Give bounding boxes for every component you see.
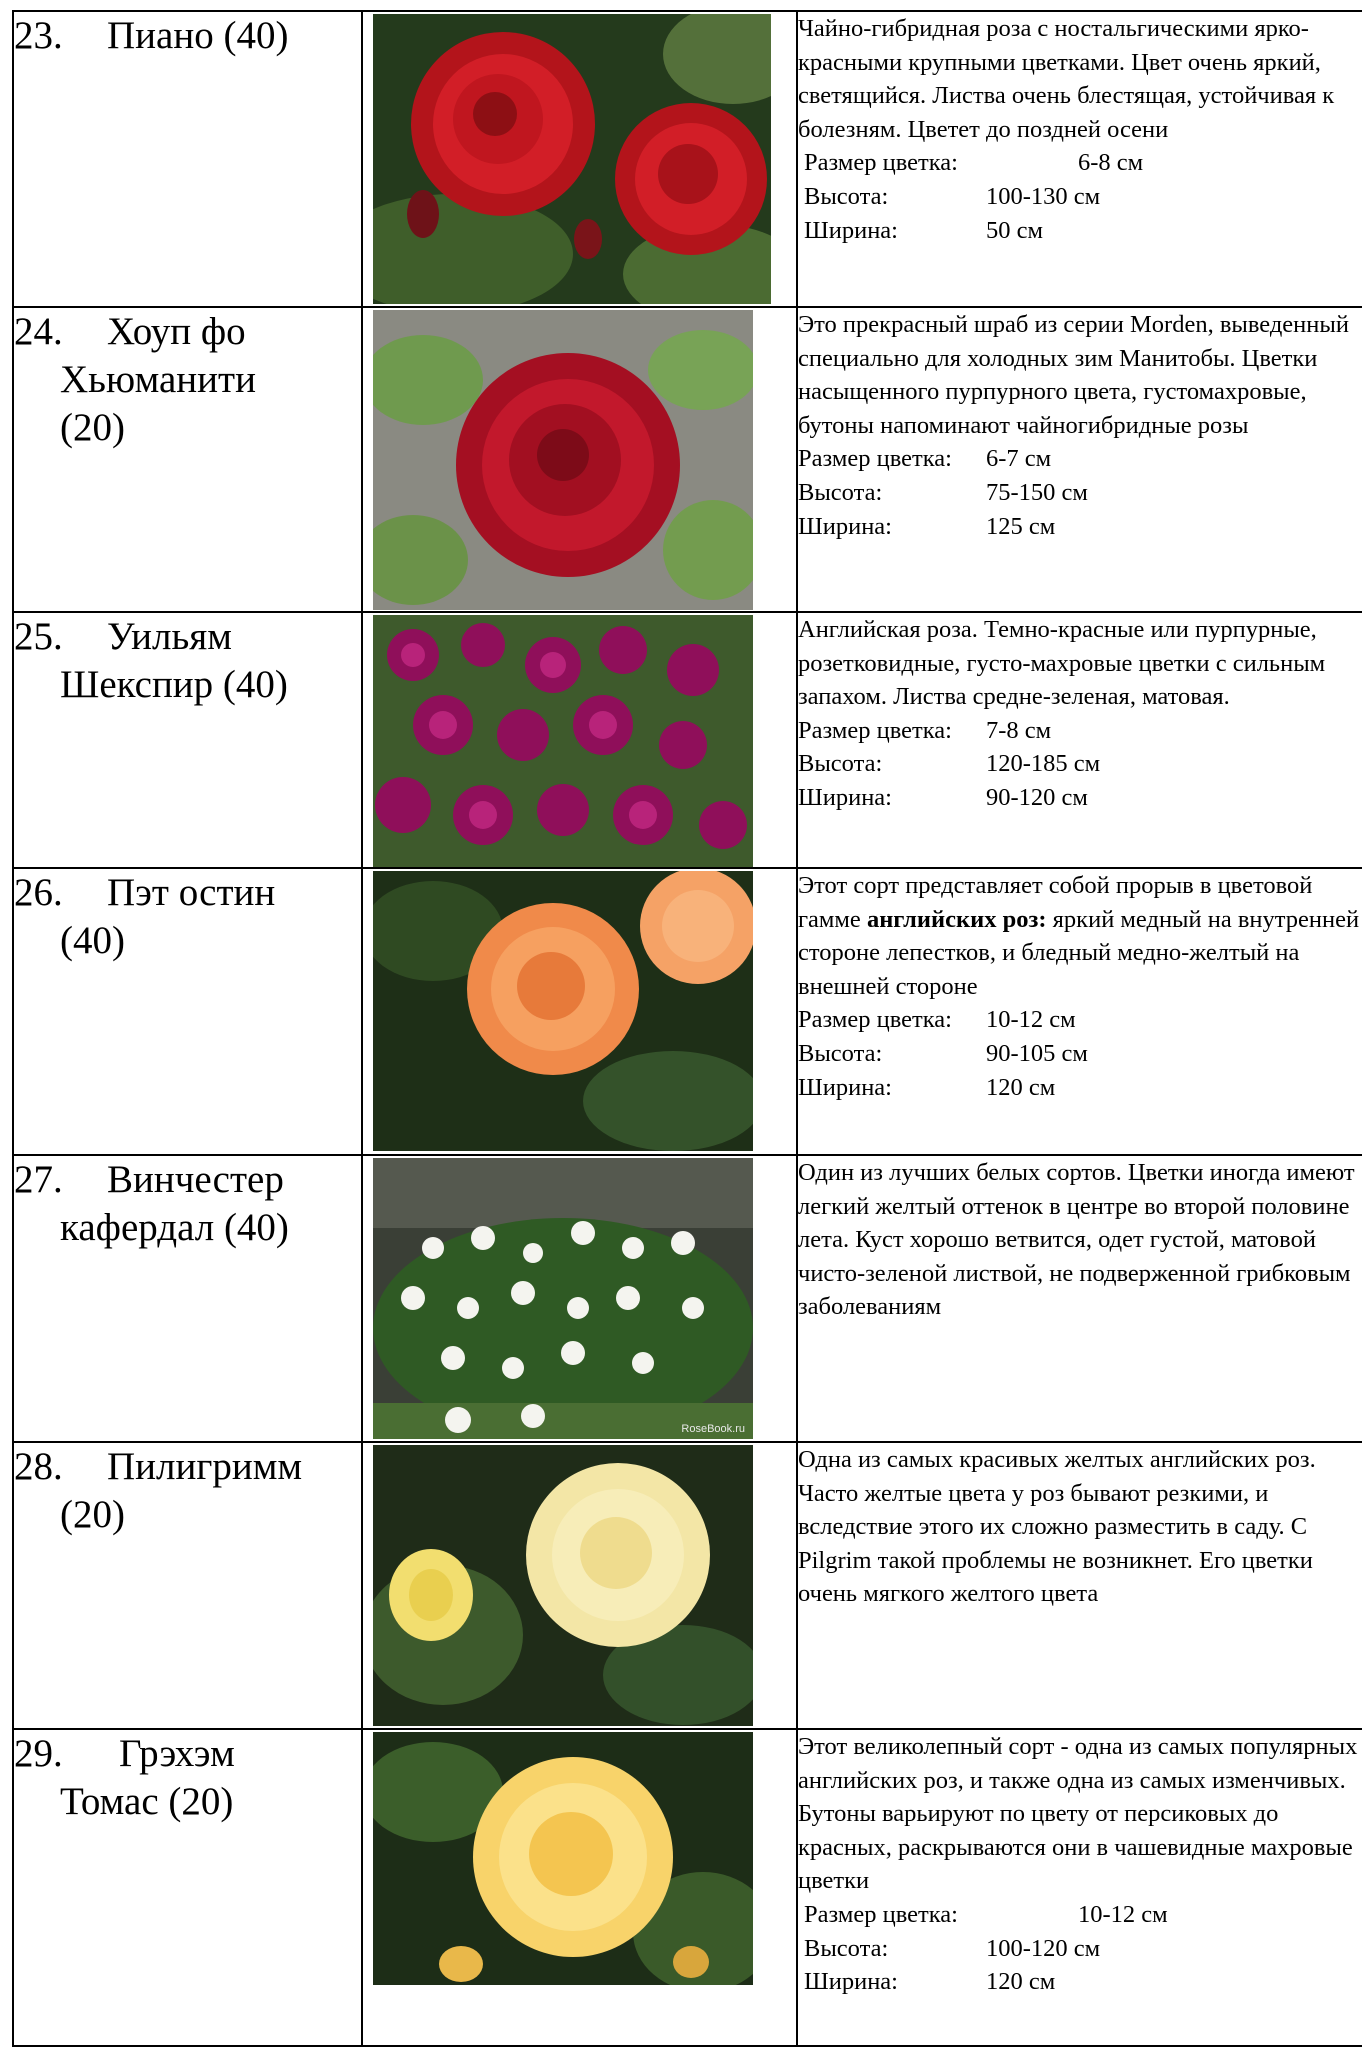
photo-cell	[362, 868, 797, 1155]
width-label: Ширина:	[798, 512, 892, 540]
variety-name-cell	[13, 868, 362, 1155]
bold-phrase: английских роз:	[866, 905, 1047, 933]
width-value: 90-120 см	[986, 783, 1088, 811]
table-row	[13, 1155, 1362, 1442]
flower-size-value: 7-8 см	[986, 716, 1052, 744]
variety-name-cell	[13, 1442, 362, 1729]
description-cell	[797, 868, 1362, 1155]
description-cell	[797, 1442, 1362, 1729]
table-row	[13, 1442, 1362, 1729]
description-cell	[797, 307, 1362, 612]
variety-number: 25.	[14, 615, 63, 658]
height-value: 100-130 см	[986, 182, 1101, 210]
variety-name: Грэхэм	[119, 1732, 235, 1775]
variety-number: 24.	[14, 310, 63, 353]
width-label: Ширина:	[798, 783, 892, 811]
crimson-rose-photo	[373, 310, 753, 610]
variety-name-continued: Хьюманити	[60, 358, 256, 401]
height-label: Высота:	[804, 182, 889, 210]
variety-name-continued: Шекспир (40)	[60, 663, 288, 706]
variety-description: Чайно-гибридная роза с ностальгическими ярко-красными крупными цветками. Цвет очень яркий, светящийся. Листва очень блестящая, устойчивая к болезням. Цветет до поздней осени	[798, 15, 1335, 143]
variety-name: Винчестер	[107, 1158, 284, 1201]
height-label: Высота:	[798, 1039, 883, 1067]
variety-description: Один из лучших белых сортов. Цветки иногда имеют легкий желтый оттенок в центре во второй половине лета. Куст хорошо ветвится, одет густой, матовой чисто-зеленой листвой, не подверженной грибковым заболеваниям	[798, 1159, 1355, 1321]
table-row	[13, 307, 1362, 612]
table-row	[13, 11, 1362, 307]
variety-name: Пэт остин	[107, 871, 276, 914]
width-value: 120 см	[986, 1968, 1056, 1996]
description-cell	[797, 1155, 1362, 1442]
variety-name-continued: (40)	[60, 919, 125, 962]
red-rose-photo	[373, 14, 771, 304]
variety-name: Уильям	[107, 615, 232, 658]
photo-cell	[362, 1442, 797, 1729]
variety-name-cell	[13, 612, 362, 868]
variety-specs	[798, 1898, 1362, 1999]
variety-name-continued: Томас (20)	[60, 1780, 234, 1823]
variety-name-cell	[13, 11, 362, 307]
table-row	[13, 612, 1362, 868]
flower-size-label: Размер цветка:	[798, 445, 952, 473]
variety-name-cell	[13, 1729, 362, 2046]
photo-cell	[362, 307, 797, 612]
variety-name-cell	[13, 1155, 362, 1442]
variety-specs	[798, 442, 1362, 543]
orange-rose-photo	[373, 871, 753, 1151]
variety-name: Пиано (40)	[107, 14, 289, 57]
flower-size-label: Размер цветка:	[798, 1006, 952, 1034]
flower-size-label: Размер цветка:	[804, 1900, 958, 1928]
photo-cell	[362, 1729, 797, 2046]
variety-number: 26.	[14, 871, 63, 914]
flower-size-value: 10-12 см	[1078, 1900, 1168, 1928]
photo-cell	[362, 612, 797, 868]
height-value: 100-120 см	[986, 1934, 1101, 1962]
variety-name-cell	[13, 307, 362, 612]
flower-size-value: 6-8 см	[1078, 149, 1144, 177]
variety-name: Пилигримм	[107, 1445, 303, 1488]
width-value: 50 см	[986, 216, 1044, 244]
purple-roses-bush-photo	[373, 615, 753, 867]
variety-number: 23.	[14, 14, 63, 57]
pale-yellow-rose-photo	[373, 1445, 753, 1726]
rose-catalog-table	[12, 10, 1362, 2047]
width-label: Ширина:	[804, 216, 898, 244]
table-row	[13, 868, 1362, 1155]
variety-name: Хоуп фо	[107, 310, 246, 353]
height-value: 75-150 см	[986, 478, 1088, 506]
description-cell	[797, 11, 1362, 307]
description-cell	[797, 612, 1362, 868]
variety-specs	[798, 146, 1362, 247]
variety-name-continued: (20)	[60, 406, 125, 449]
flower-size-label: Размер цветка:	[804, 149, 958, 177]
height-label: Высота:	[798, 750, 883, 778]
width-label: Ширина:	[804, 1968, 898, 1996]
rose-catalog-page	[12, 10, 1362, 2047]
variety-number: 28.	[14, 1445, 63, 1488]
flower-size-value: 6-7 см	[986, 445, 1052, 473]
variety-specs	[798, 714, 1362, 815]
height-label: Высота:	[798, 478, 883, 506]
table-row	[13, 1729, 1362, 2046]
yellow-rose-photo	[373, 1732, 753, 1985]
width-label: Ширина:	[798, 1073, 892, 1101]
variety-description: Английская роза. Темно-красные или пурпурные, розетковидные, густо-махровые цветки с сильным запахом. Листва средне-зеленая, матовая.	[798, 616, 1326, 711]
variety-name-continued: (20)	[60, 1493, 125, 1536]
variety-description: Это прекрасный шраб из серии Morden, выведенный специально для холодных зим Манитобы. Цветки насыщенного пурпурного цвета, густомахровые, бутоны напоминают чайногибридные розы	[798, 311, 1349, 439]
height-value: 90-105 см	[986, 1039, 1088, 1067]
flower-size-value: 10-12 см	[986, 1006, 1076, 1034]
photo-cell	[362, 1155, 797, 1442]
photo-cell	[362, 11, 797, 307]
height-label: Высота:	[804, 1934, 889, 1962]
variety-name-continued: кафердал (40)	[60, 1206, 289, 1249]
height-value: 120-185 см	[986, 750, 1101, 778]
variety-number: 29.	[14, 1732, 63, 1775]
variety-specs	[798, 1003, 1362, 1104]
variety-description: Этот великолепный сорт - одна из самых популярных английских роз, и также одна из самых изменчивых. Бутоны варьируют по цвету от персиковых до красных, раскрываются они в чашевидные махровые цветки	[798, 1733, 1358, 1895]
flower-size-label: Размер цветка:	[798, 716, 952, 744]
variety-number: 27.	[14, 1158, 63, 1201]
photo-watermark: RoseBook.ru	[681, 1423, 745, 1435]
description-cell	[797, 1729, 1362, 2046]
variety-description: Одна из самых красивых желтых английских роз. Часто желтые цвета у роз бывают резкими, и вследствие этого их сложно разместить в саду. С Pilgrim такой проблемы не возникнет. Его цветки очень мягкого желтого цвета	[798, 1446, 1316, 1608]
variety-description: Этот сорт представляет собой прорыв в цветовой гамме английских роз: яркий медный на внутренней стороне лепестков, и бледный медно-желтый на внешней стороне	[798, 872, 1360, 1000]
white-roses-bush-photo	[373, 1158, 753, 1439]
width-value: 120 см	[986, 1073, 1056, 1101]
width-value: 125 см	[986, 512, 1056, 540]
